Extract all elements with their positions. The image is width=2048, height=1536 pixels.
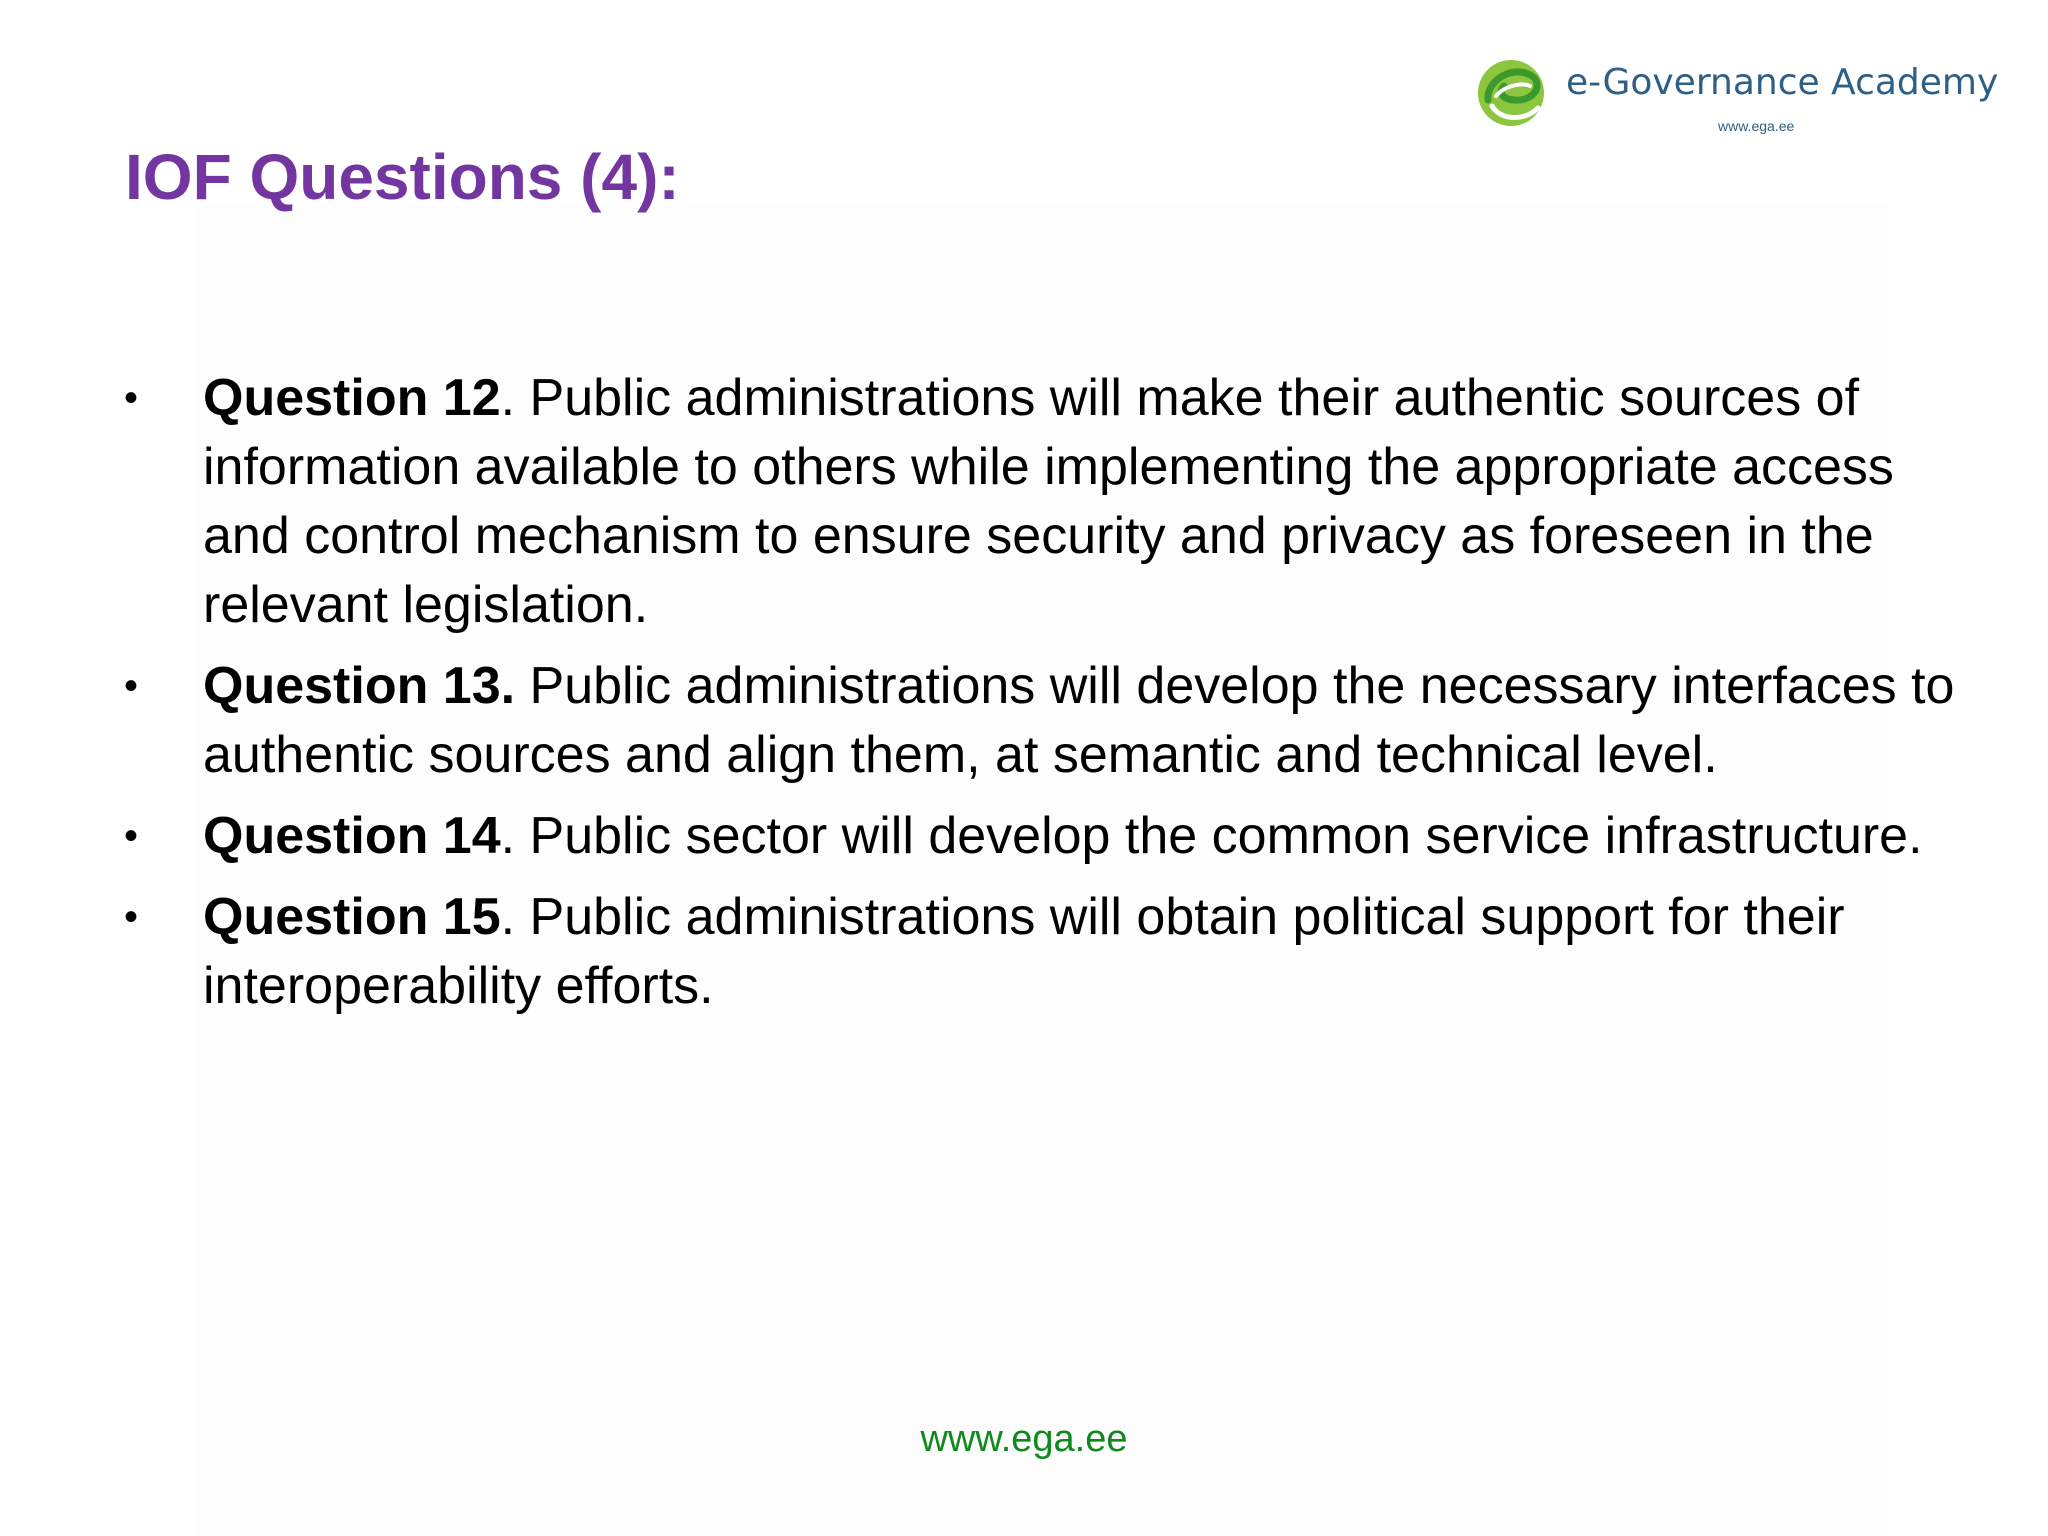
question-item	[0, 802, 2048, 871]
footer-link[interactable]: www.ega.ee	[920, 1418, 1128, 1460]
question-item	[0, 652, 2048, 790]
bullet-icon: •	[124, 895, 139, 939]
question-item	[0, 883, 2048, 1021]
question-item	[0, 364, 2048, 640]
question-label: Question 15	[203, 888, 501, 946]
ega-e-icon	[1474, 56, 1548, 130]
logo-name: e-Governance Academy	[1566, 62, 1999, 103]
question-text: . Public administrations will obtain political support for their interoperability efforts.	[203, 888, 1845, 1015]
bullet-icon: •	[124, 814, 139, 858]
bullet-icon: •	[124, 376, 139, 420]
question-text: Public administrations will develop the necessary interfaces to authentic sources and align them, at semantic and technical level.	[203, 657, 1955, 784]
logo-url: www.ega.ee	[1718, 118, 1795, 134]
question-label: Question 14	[203, 807, 501, 865]
question-text: . Public sector will develop the common service infrastructure.	[500, 807, 1923, 865]
question-label: Question 12	[203, 369, 501, 427]
question-list	[0, 364, 2048, 1033]
ega-logo	[1474, 52, 1999, 142]
question-text: . Public administrations will make their authentic sources of information available to others while implementing the appropriate access and control mechanism to ensure security and privacy as foreseen in the relevant legislation.	[203, 369, 1894, 634]
bullet-icon: •	[124, 664, 139, 708]
question-label: Question 13.	[203, 657, 516, 715]
slide-title: IOF Questions (4):	[125, 141, 680, 213]
